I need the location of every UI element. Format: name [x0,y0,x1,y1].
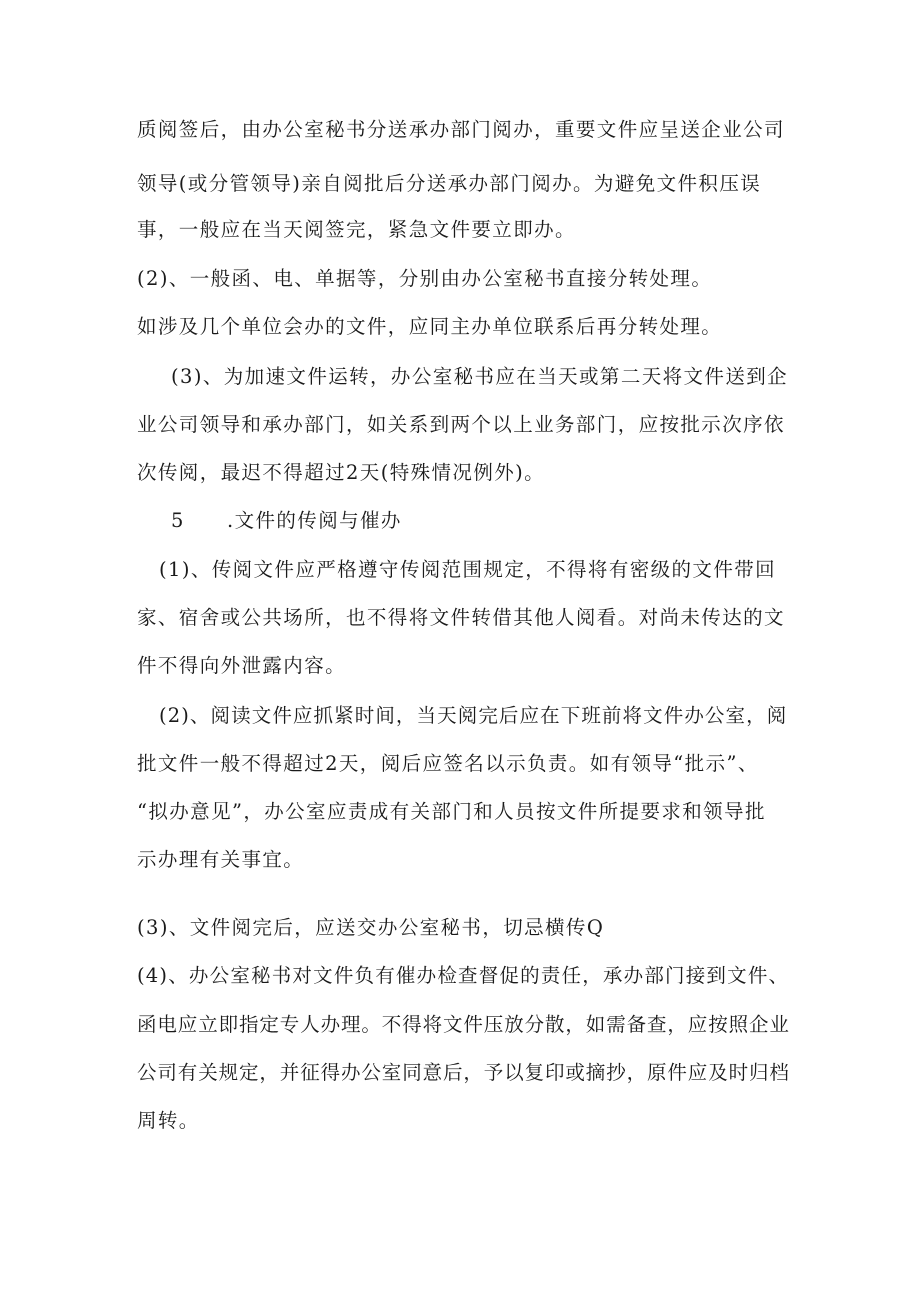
text-line: 领导(或分管领导)亲自阅批后分送承办部门阅办。为避免文件积压误 [137,172,762,195]
text-line: “拟办意见”，办公室应责成有关部门和人员按文件所提要求和领导批 [137,800,766,823]
text-line: 质阅签后，由办公室秘书分送承办部门阅办，重要文件应呈送企业公司 [137,118,785,141]
text-line: (2)、一般函、电、单据等，分别由办公室秘书直接分转处理。 [137,267,713,290]
text-line: (4)、办公室秘书对文件负有催办检查督促的责任，承办部门接到文件、 [137,964,790,987]
text-line: (1)、传阅文件应严格遵守传阅范围规定，不得将有密级的文件带回 [159,558,777,581]
text-line: 函电应立即指定专人办理。不得将文件压放分散，如需备查，应按照企业 [137,1013,790,1036]
section-number: 5 [171,509,185,532]
text-line: 周转。 [137,1109,200,1132]
text-line: 家、宿舍或公共场所，也不得将文件转借其他人阅看。对尚未传达的文 [137,606,785,629]
text-line: 批文件一般不得超过2天，阅后应签名以示负责。如有领导“批示”、 [137,752,759,775]
text-line: 示办理有关事宜。 [137,848,305,871]
text-line: 如涉及几个单位会办的文件，应同主办单位联系后再分转处理。 [137,315,723,338]
text-line: (3)、文件阅完后，应送交办公室秘书，切忌横传Q [137,916,605,939]
text-line: (2)、阅读文件应抓紧时间，当天阅完后应在下班前将文件办公室，阅 [159,704,788,727]
text-line: 次传阅，最迟不得超过2天(特殊情况例外)。 [137,461,546,484]
text-line: 公司有关规定，并征得办公室同意后，予以复印或摘抄，原件应及时归档 [137,1061,790,1084]
text-line: 件不得向外泄露内容。 [137,654,347,677]
section-heading: .文件的传阅与催办 [227,509,402,532]
text-line: (3)、为加速文件运转，办公室秘书应在当天或第二天将文件送到企 [171,365,789,388]
text-line: 业公司领导和承办部门，如关系到两个以上业务部门，应按批示次序依 [137,413,785,436]
text-line: 事，一般应在当天阅签完，紧急文件要立即办。 [137,218,576,241]
